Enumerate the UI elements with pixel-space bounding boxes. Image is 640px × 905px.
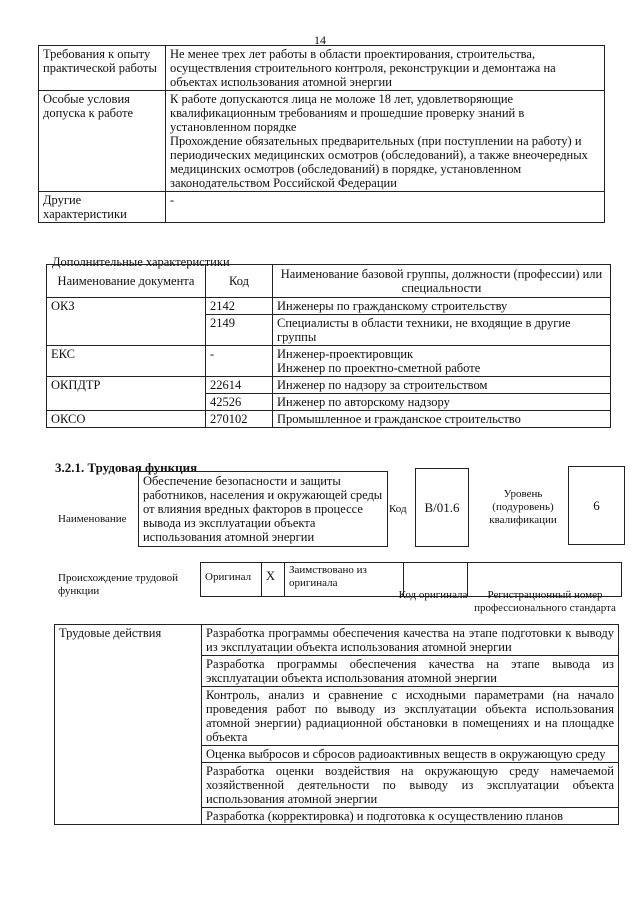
- code-cell: 42526: [206, 394, 273, 411]
- name-cell: Инженеры по гражданскому строительству: [273, 298, 611, 315]
- table-row: [39, 91, 605, 192]
- column-header: Наименование документа: [47, 265, 206, 298]
- function-code-box: B/01.6: [415, 468, 469, 547]
- origin-label: Происхождение трудовой функции: [58, 572, 179, 597]
- code-caption: Код оригинала: [398, 589, 468, 601]
- requirement-value: -: [166, 192, 605, 223]
- table-row: [39, 46, 605, 91]
- name-cell: Инженер по авторскому надзору: [273, 394, 611, 411]
- code-cell: 22614: [206, 377, 273, 394]
- page-number: 14: [314, 33, 326, 47]
- requirement-label: Требования к опыту практической работы: [39, 46, 166, 91]
- labor-actions-table: [54, 624, 619, 825]
- original-mark: X: [262, 563, 285, 597]
- name-line: Инженер по проектно-сметной работе: [277, 361, 481, 375]
- table-row: [55, 625, 619, 656]
- name-line: Инженер-проектировщик: [277, 347, 414, 361]
- requirements-table: [38, 45, 605, 223]
- labor-action-item: Разработка программы обеспечения качества на этапе вывода из эксплуатации объекта использования атомной энергии: [202, 656, 619, 687]
- labor-action-item: Разработка оценки воздействия на окружающую среду намечаемой хозяйственной деятельности по выводу из эксплуатации объекта использования атомной энергии: [202, 763, 619, 808]
- column-header: Наименование базовой группы, должности (профессии) или специальности: [273, 265, 611, 298]
- code-cell: 270102: [206, 411, 273, 428]
- additional-title: Дополнительные характеристики: [52, 255, 230, 269]
- column-header: Код: [206, 265, 273, 298]
- requirement-label: Другие характеристики: [39, 192, 166, 223]
- table-row: [39, 192, 605, 223]
- doc-cell: ОКПДТР: [47, 377, 206, 411]
- code-cell: 2149: [206, 315, 273, 346]
- name-cell: [273, 346, 611, 377]
- labor-action-item: Разработка программы обеспечения качества на этапе подготовки к выводу из эксплуатации объекта использования атомной энергии: [202, 625, 619, 656]
- table-row: [47, 411, 611, 428]
- requirement-value-line: Прохождение обязательных предварительных (при поступлении на работу) и периодических медицинских осмотров (обследований), а также внеочередных медицинских осмотров (обследований) в порядке, установленном законодательством Российской Федерации: [170, 134, 588, 190]
- doc-cell: ОКЗ: [47, 298, 206, 346]
- registration-caption: Регистрационный номер профессионального стандарта: [474, 589, 616, 614]
- function-name-box: Обеспечение безопасности и защиты работников, населения и окружающей среды от влияния вредных факторов в процессе вывода из эксплуатации объекта использования атомной энергии: [138, 471, 388, 547]
- labor-action-item: Контроль, анализ и сравнение с исходными параметрами (на начало проведения работ по выводу из эксплуатации объекта использования атомной энергии) радиационной обстановки в помещениях и на площадке объекта: [202, 687, 619, 746]
- level-box: 6: [568, 466, 625, 545]
- level-label: Уровень (подуровень) квалификации: [489, 488, 557, 526]
- doc-cell: ЕКС: [47, 346, 206, 377]
- requirement-value-line: К работе допускаются лица не моложе 18 лет, удовлетворяющие квалификационным требованиям и прошедшие проверку знаний в установленном порядке: [170, 92, 525, 134]
- name-cell: Специалисты в области техники, не входящие в другие группы: [273, 315, 611, 346]
- requirement-value: [166, 91, 605, 192]
- labor-function-title: 3.2.1. Трудовая функция: [55, 460, 198, 475]
- borrowed-label: Заимствовано из оригинала: [285, 563, 404, 597]
- name-cell: Инженер по надзору за строительством: [273, 377, 611, 394]
- table-header-row: [47, 265, 611, 298]
- table-row: [47, 346, 611, 377]
- code-cell: 2142: [206, 298, 273, 315]
- labor-action-item: Оценка выбросов и сбросов радиоактивных веществ в окружающую среду: [202, 746, 619, 763]
- requirement-label: Особые условия допуска к работе: [39, 91, 166, 192]
- name-cell: Промышленное и гражданское строительство: [273, 411, 611, 428]
- name-label: Наименование: [58, 513, 127, 525]
- original-label: Оригинал: [201, 563, 262, 597]
- labor-action-item: Разработка (корректировка) и подготовка к осуществлению планов: [202, 808, 619, 825]
- code-label: Код: [389, 503, 407, 515]
- labor-actions-label: Трудовые действия: [55, 625, 202, 825]
- additional-table: [46, 264, 611, 428]
- code-cell: -: [206, 346, 273, 377]
- table-row: [47, 298, 611, 315]
- requirement-value: Не менее трех лет работы в области проектирования, строительства, осуществления строительного контроля, реконструкции и демонтажа на объектах использования атомной энергии: [166, 46, 605, 91]
- doc-cell: ОКСО: [47, 411, 206, 428]
- table-row: [47, 377, 611, 394]
